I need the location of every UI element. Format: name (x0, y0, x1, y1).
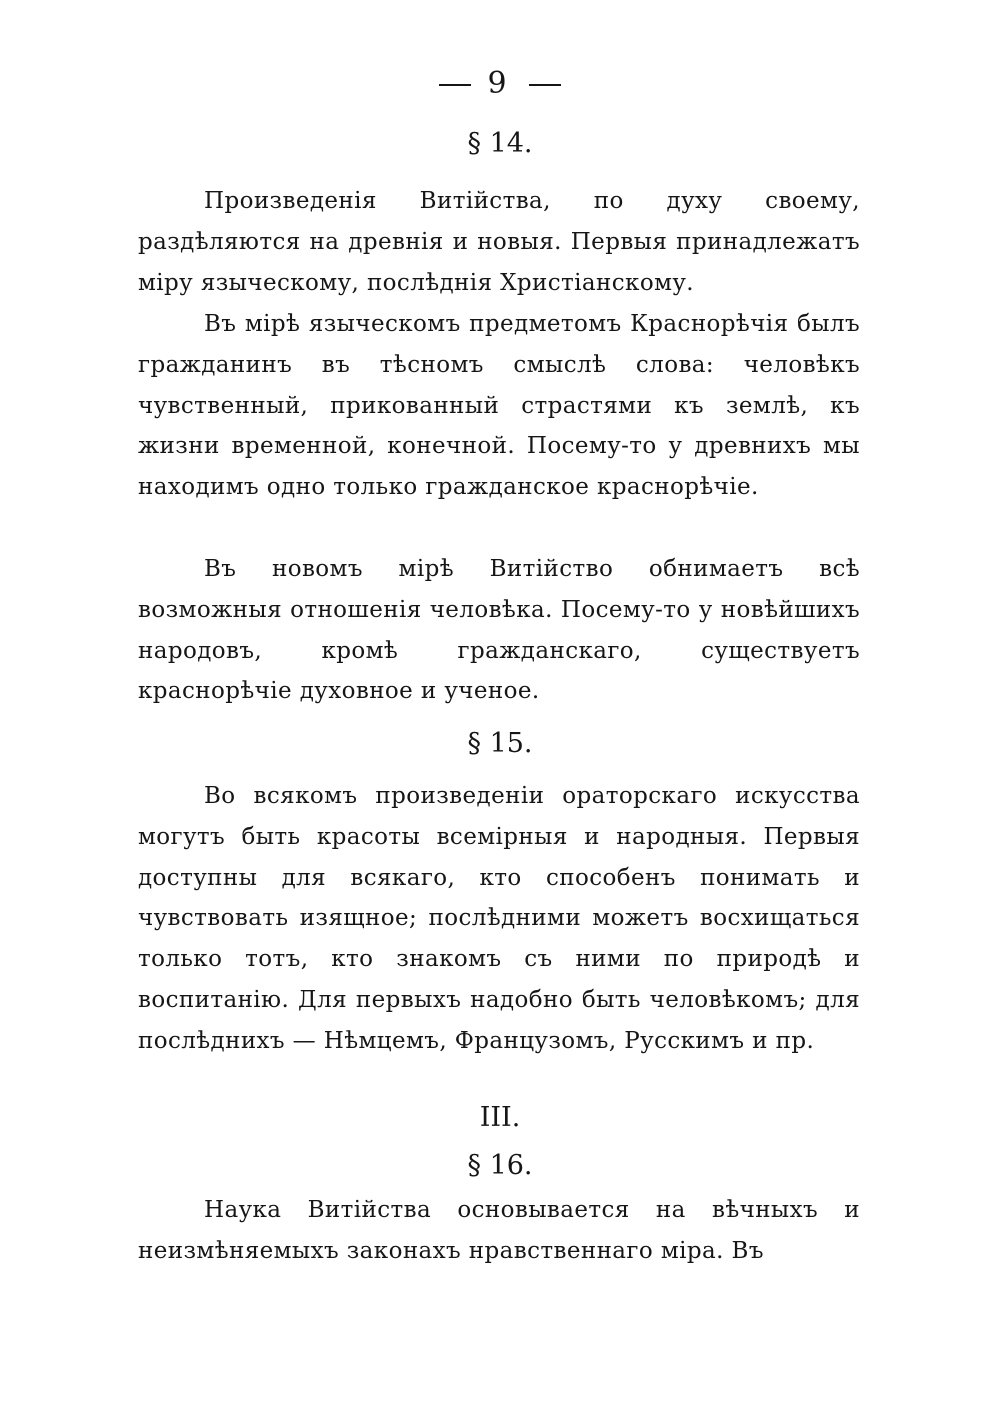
chapter-heading-iii: III. (479, 1102, 521, 1133)
paragraph-14-2: Въ мірѣ языческомъ предметомъ Краснорѣчія былъ гражданинъ въ тѣсномъ смыслѣ слова: человѣкъ чувственный, прикованный страстями къ землѣ, къ жизни временной, конечной. Посему-то у древнихъ мы находимъ одно только гражданское краснорѣчіе. (138, 311, 860, 501)
paragraph-16-1: Наука Витійства основывается на вѣчныхъ и неизмѣняемыхъ законахъ нравственнаго міра. Въ (138, 1197, 860, 1264)
paragraph-14-3: Въ новомъ мірѣ Витійство обнимаетъ всѣ возможныя отношенія человѣка. Посему-то у новѣйшихъ народовъ, кромѣ гражданскаго, существуетъ краснорѣчіе духовное и ученое. (138, 556, 860, 705)
section-heading-16: § 16. (467, 1150, 533, 1181)
page-number-text: 9 (487, 66, 513, 101)
paragraph-14-1: Произведенія Витійства, по духу своему, раздѣляются на древнія и новыя. Первыя принадлежатъ міру языческому, послѣднія Христіанскому. (138, 188, 860, 296)
folio-dash-left (439, 84, 471, 86)
section-heading-15: § 15. (467, 728, 533, 759)
folio-dash-right (529, 84, 561, 86)
paragraph-15-1: Во всякомъ произведеніи ораторскаго искусства могутъ быть красоты всемірныя и народныя. Первыя доступны для всякаго, кто способенъ понимать и чувствовать изящное; послѣдними можетъ восхищаться только тотъ, кто знакомъ съ ними по природѣ и воспитанію. Для первыхъ надобно быть человѣкомъ; для послѣднихъ — Нѣмцемъ, Французомъ, Русскимъ и пр. (138, 783, 860, 1054)
page-number (0, 66, 1000, 101)
section-heading-14: § 14. (467, 128, 533, 159)
